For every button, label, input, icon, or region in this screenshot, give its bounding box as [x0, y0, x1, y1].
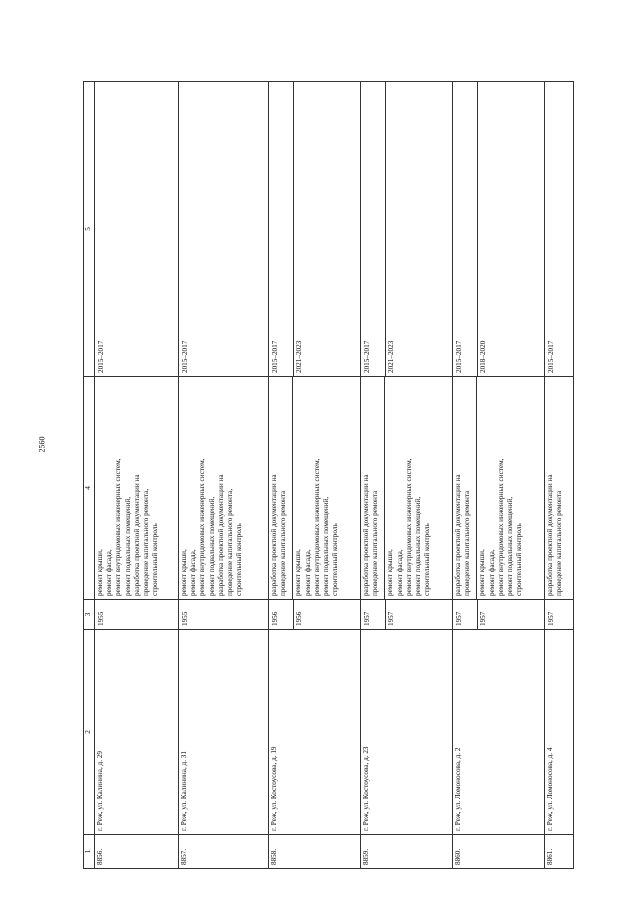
works-cell — [361, 377, 453, 600]
column-number-row — [84, 82, 95, 869]
rotated-table-container — [83, 82, 564, 869]
address-cell: г. Реж, ул. Ломоносова, д. 4 — [545, 630, 574, 835]
work-item: ремонт крыши, — [180, 549, 188, 596]
construction-year: 1957 — [363, 611, 371, 626]
address-cell: г. Реж, ул. Костоусова, д. 19 — [269, 630, 361, 835]
work-item: ремонт подвальных помещений, — [207, 496, 216, 596]
work-item: ремонт подвальных помещений, — [414, 496, 423, 596]
work-item: строительный контроль — [423, 523, 432, 596]
column-header-5: 5 — [84, 82, 95, 377]
work-item: разработка проектной документации на — [216, 474, 225, 596]
works-cell — [453, 377, 545, 600]
construction-year: 1956 — [295, 611, 304, 626]
work-item: строительный контроль — [515, 523, 524, 596]
work-item: ремонт подвальных помещений, — [506, 496, 515, 596]
work-item: ремонт фасада, — [487, 549, 496, 596]
work-item: ремонт внутридомовых инженерных систем, — [198, 458, 207, 596]
repair-period: 2015–2017 — [97, 340, 105, 373]
work-item: строительный контроль — [151, 523, 160, 596]
work-item: ремонт фасада, — [189, 549, 198, 596]
construction-year: 1957 — [387, 611, 396, 626]
work-item: ремонт подвальных помещений, — [123, 496, 132, 596]
row-number: 8858. — [269, 835, 361, 869]
work-item: разработка проектной документации на — [362, 474, 370, 596]
repair-period: 2015–2017 — [547, 340, 555, 373]
column-header-3: 3 — [84, 600, 95, 630]
works-cell — [545, 377, 574, 600]
work-item: ремонт крыши, — [96, 549, 104, 596]
period-cell — [361, 82, 453, 377]
row-number: 8860. — [453, 835, 545, 869]
works-cell — [179, 377, 269, 600]
year-cell — [269, 600, 361, 630]
repair-period: 2015–2017 — [271, 340, 279, 373]
works-cell — [95, 377, 179, 600]
column-header-4: 4 — [84, 377, 95, 600]
work-item: проведение капитального ремонта — [463, 490, 472, 596]
repair-period: 2018–2020 — [479, 340, 488, 373]
page-number: 2560 — [37, 436, 47, 453]
row-number: 8856. — [95, 835, 179, 869]
work-item: проведение капитального ремонта — [555, 490, 564, 596]
work-item: ремонт фасада, — [105, 549, 114, 596]
repair-schedule-table — [83, 81, 574, 869]
work-item: ремонт внутридомовых инженерных систем, — [496, 458, 505, 596]
table-row — [269, 82, 361, 869]
work-item: строительный контроль — [235, 523, 244, 596]
work-item: ремонт внутридомовых инженерных систем, — [312, 458, 321, 596]
work-item: проведение капитального ремонта, — [226, 488, 235, 596]
work-item: ремонт подвальных помещений, — [322, 496, 331, 596]
construction-year: 1957 — [479, 611, 488, 626]
period-cell — [453, 82, 545, 377]
work-item: проведение капитального ремонта, — [142, 488, 151, 596]
table-row — [545, 82, 574, 869]
table-row — [361, 82, 453, 869]
row-number: 8857. — [179, 835, 269, 869]
column-header-1: 1 — [84, 835, 95, 869]
address-cell: г. Реж, ул. Костоусова, д. 23 — [361, 630, 453, 835]
work-item: строительный контроль — [331, 523, 340, 596]
work-item: проведение капитального ремонта — [371, 490, 380, 596]
period-cell — [269, 82, 361, 377]
work-item: ремонт внутридомовых инженерных систем, — [404, 458, 413, 596]
year-cell — [545, 600, 574, 630]
year-cell — [179, 600, 269, 630]
address-cell: г. Реж, ул. Калинина, д. 31 — [179, 630, 269, 835]
table-row — [453, 82, 545, 869]
repair-period: 2015–2017 — [181, 340, 189, 373]
construction-year: 1955 — [97, 611, 105, 626]
work-item: ремонт фасада, — [303, 549, 312, 596]
table-row — [95, 82, 179, 869]
period-cell — [179, 82, 269, 377]
period-cell — [545, 82, 574, 377]
table-row — [179, 82, 269, 869]
work-item: разработка проектной документации на — [454, 474, 462, 596]
year-cell — [453, 600, 545, 630]
address-cell: г. Реж, ул. Ломоносова, д. 2 — [453, 630, 545, 835]
work-item: разработка проектной документации на — [132, 474, 141, 596]
table-body — [95, 82, 574, 869]
address-cell: г. Реж, ул. Калинина, д. 29 — [95, 630, 179, 835]
work-item: ремонт крыши, — [386, 549, 395, 596]
period-cell — [95, 82, 179, 377]
column-header-2: 2 — [84, 630, 95, 835]
construction-year: 1955 — [181, 611, 189, 626]
work-item: ремонт фасада, — [395, 549, 404, 596]
year-cell — [361, 600, 453, 630]
repair-period: 2015–2017 — [455, 340, 463, 373]
work-item: разработка проектной документации на — [270, 474, 278, 596]
work-item: ремонт крыши, — [478, 549, 487, 596]
construction-year: 1956 — [271, 611, 279, 626]
year-cell — [95, 600, 179, 630]
construction-year: 1957 — [455, 611, 463, 626]
repair-period: 2021–2023 — [295, 340, 304, 373]
repair-period: 2015–2017 — [363, 340, 371, 373]
construction-year: 1957 — [547, 611, 555, 626]
works-cell — [269, 377, 361, 600]
work-item: разработка проектной документации на — [546, 474, 554, 596]
work-item: проведение капитального ремонта — [279, 490, 288, 596]
repair-period: 2021–2023 — [387, 340, 396, 373]
row-number: 8861. — [545, 835, 574, 869]
row-number: 8859. — [361, 835, 453, 869]
work-item: ремонт крыши, — [294, 549, 303, 596]
work-item: ремонт внутридомовых инженерных систем, — [114, 458, 123, 596]
